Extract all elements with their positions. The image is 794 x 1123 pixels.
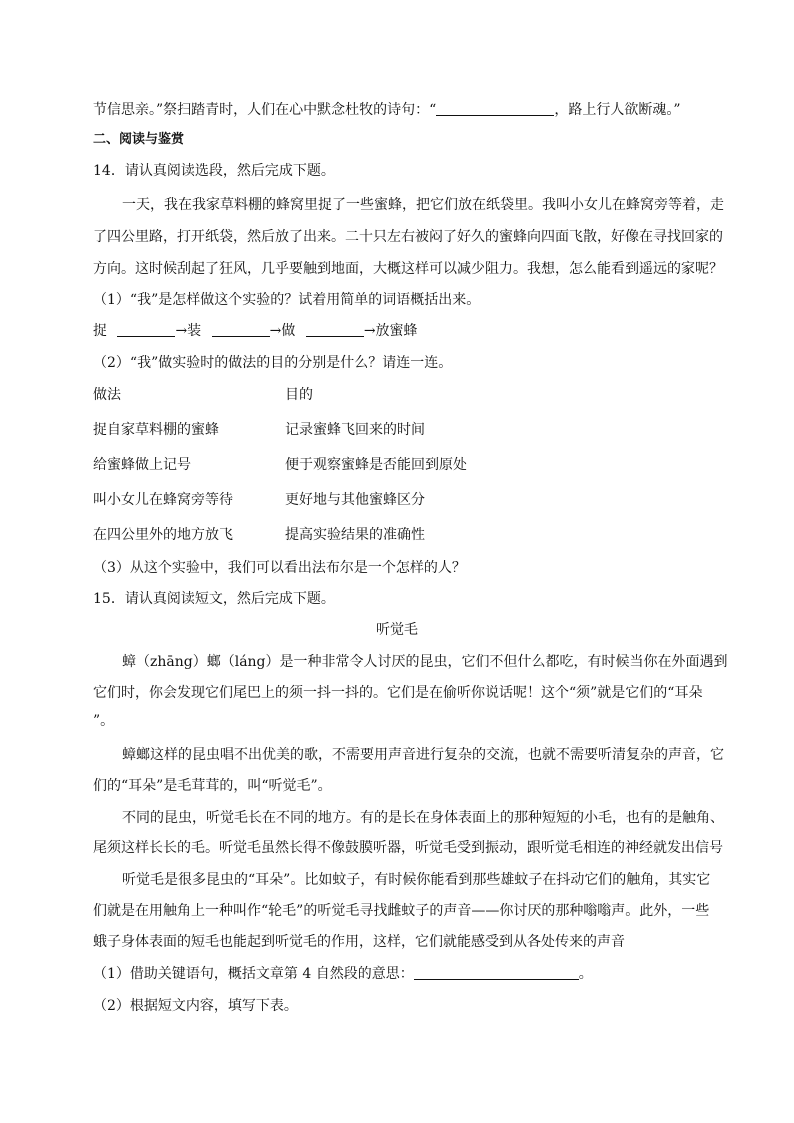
flow-step2: →装: [175, 323, 202, 339]
section-title: 二、阅读与鉴赏: [93, 132, 185, 147]
flow-blank-3[interactable]: [306, 322, 364, 337]
q14-passage-line: 了四公里路，打开纸袋，然后放了出来。二十只左右被闷了好久的蜜蜂向四面飞散，好像在寻找回家的: [93, 229, 723, 245]
q14-sub3: （3）从这个实验中，我们可以看出法布尔是一个怎样的人？: [93, 560, 466, 576]
match-right-item[interactable]: 便于观察蜜蜂是否能回到原处: [285, 457, 467, 473]
match-right-item[interactable]: 记录蜜蜂飞回来的时间: [285, 422, 425, 438]
q14-passage-line: 方向。这时候刮起了狂风，几乎要触到地面，大概这样可以减少阻力。我想，怎么能看到遥远的家呢？: [93, 261, 723, 277]
q15-sub1: [93, 964, 593, 984]
q15-p4-line: 蛾子身体表面的短毛也能起到听觉毛的作用，这样，它们就能感受到从各处传来的声音: [93, 934, 625, 950]
q14-sub2: （2）“我”做实验时的做法的目的分别是什么？请连一连。: [93, 355, 453, 371]
q13-text-after: ，路上行人欲断魂。”: [554, 102, 681, 118]
q14-flow: [93, 321, 418, 341]
flow-step3: →做: [269, 323, 296, 339]
q15-p1-line: 蟑（zhāng）螂（láng）是一种非常令人讨厌的昆虫，它们不但什么都吃，有时候当你在外面遇到: [122, 654, 728, 670]
q15-p1-line: 它们时，你会发现它们尾巴上的须一抖一抖的。它们是在偷听你说话呢！这个“须”就是它们的“耳朵: [93, 685, 703, 701]
q15-p2-line: 蟑螂这样的昆虫唱不出优美的歌，不需要用声音进行复杂的交流，也就不需要听清复杂的声音，它: [122, 747, 724, 763]
match-left-item[interactable]: 给蜜蜂做上记号: [93, 457, 191, 473]
q15-sub1-text: （1）借助关键语句，概括文章第 4 自然段的意思：: [93, 966, 414, 982]
q13-fill-line: [93, 100, 681, 120]
flow-step4: →放蜜蜂: [363, 323, 418, 339]
q15-sub2: （2）根据短文内容，填写下表。: [93, 998, 298, 1014]
q15-p3-line: 不同的昆虫，听觉毛长在不同的地方。有的是长在身体表面上的那种短短的小毛，也有的是触角、: [122, 810, 724, 826]
q15-p1-line: ”。: [93, 713, 115, 729]
match-left-item[interactable]: 捉自家草料棚的蜜蜂: [93, 422, 219, 438]
q15-p4-line: 听觉毛是很多昆虫的“耳朵”。比如蚊子，有时候你能看到那些雄蚊子在抖动它们的触角，其实它: [122, 872, 711, 888]
flow-start: 捉: [93, 323, 107, 339]
q15-sub1-blank[interactable]: [414, 965, 579, 980]
q14-sub1: （1）“我”是怎样做这个实验的？试着用简单的词语概括出来。: [93, 292, 481, 308]
q15-sub1-end: 。: [578, 966, 593, 982]
match-right-item[interactable]: 更好地与其他蜜蜂区分: [285, 492, 425, 508]
q13-answer-blank[interactable]: [436, 101, 554, 116]
match-left-item[interactable]: 在四公里外的地方放飞: [93, 527, 233, 543]
q15-p2-line: 们的“耳朵”是毛茸茸的，叫“听觉毛”。: [93, 778, 332, 794]
q15-p4-line: 们就是在用触角上一种叫作“轮毛”的听觉毛寻找雌蚊子的声音——你讨厌的那种嗡嗡声。此外，一些: [93, 903, 710, 919]
match-header-left: 做法: [93, 387, 121, 403]
q13-text-before: 节信思亲。”祭扫踏青时，人们在心中默念杜牧的诗句：“: [93, 102, 437, 118]
flow-blank-2[interactable]: [212, 322, 270, 337]
q15-stem: 15．请认真阅读短文，然后完成下题。: [93, 591, 335, 607]
q15-passage-title: 听觉毛: [376, 622, 418, 638]
match-header-right: 目的: [285, 387, 313, 403]
q14-stem: 14．请认真阅读选段，然后完成下题。: [93, 163, 335, 179]
q15-p3-line: 尾须这样长长的毛。听觉毛虽然长得不像鼓膜听器，听觉毛受到振动，跟听觉毛相连的神经就发出信号: [93, 840, 723, 856]
match-right-item[interactable]: 提高实验结果的准确性: [285, 527, 425, 543]
match-left-item[interactable]: 叫小女儿在蜂窝旁等待: [93, 492, 233, 508]
flow-blank-1[interactable]: [117, 322, 175, 337]
q14-passage-line: 一天，我在我家草料棚的蜂窝里捉了一些蜜蜂，把它们放在纸袋里。我叫小女儿在蜂窝旁等着，走: [122, 197, 724, 213]
